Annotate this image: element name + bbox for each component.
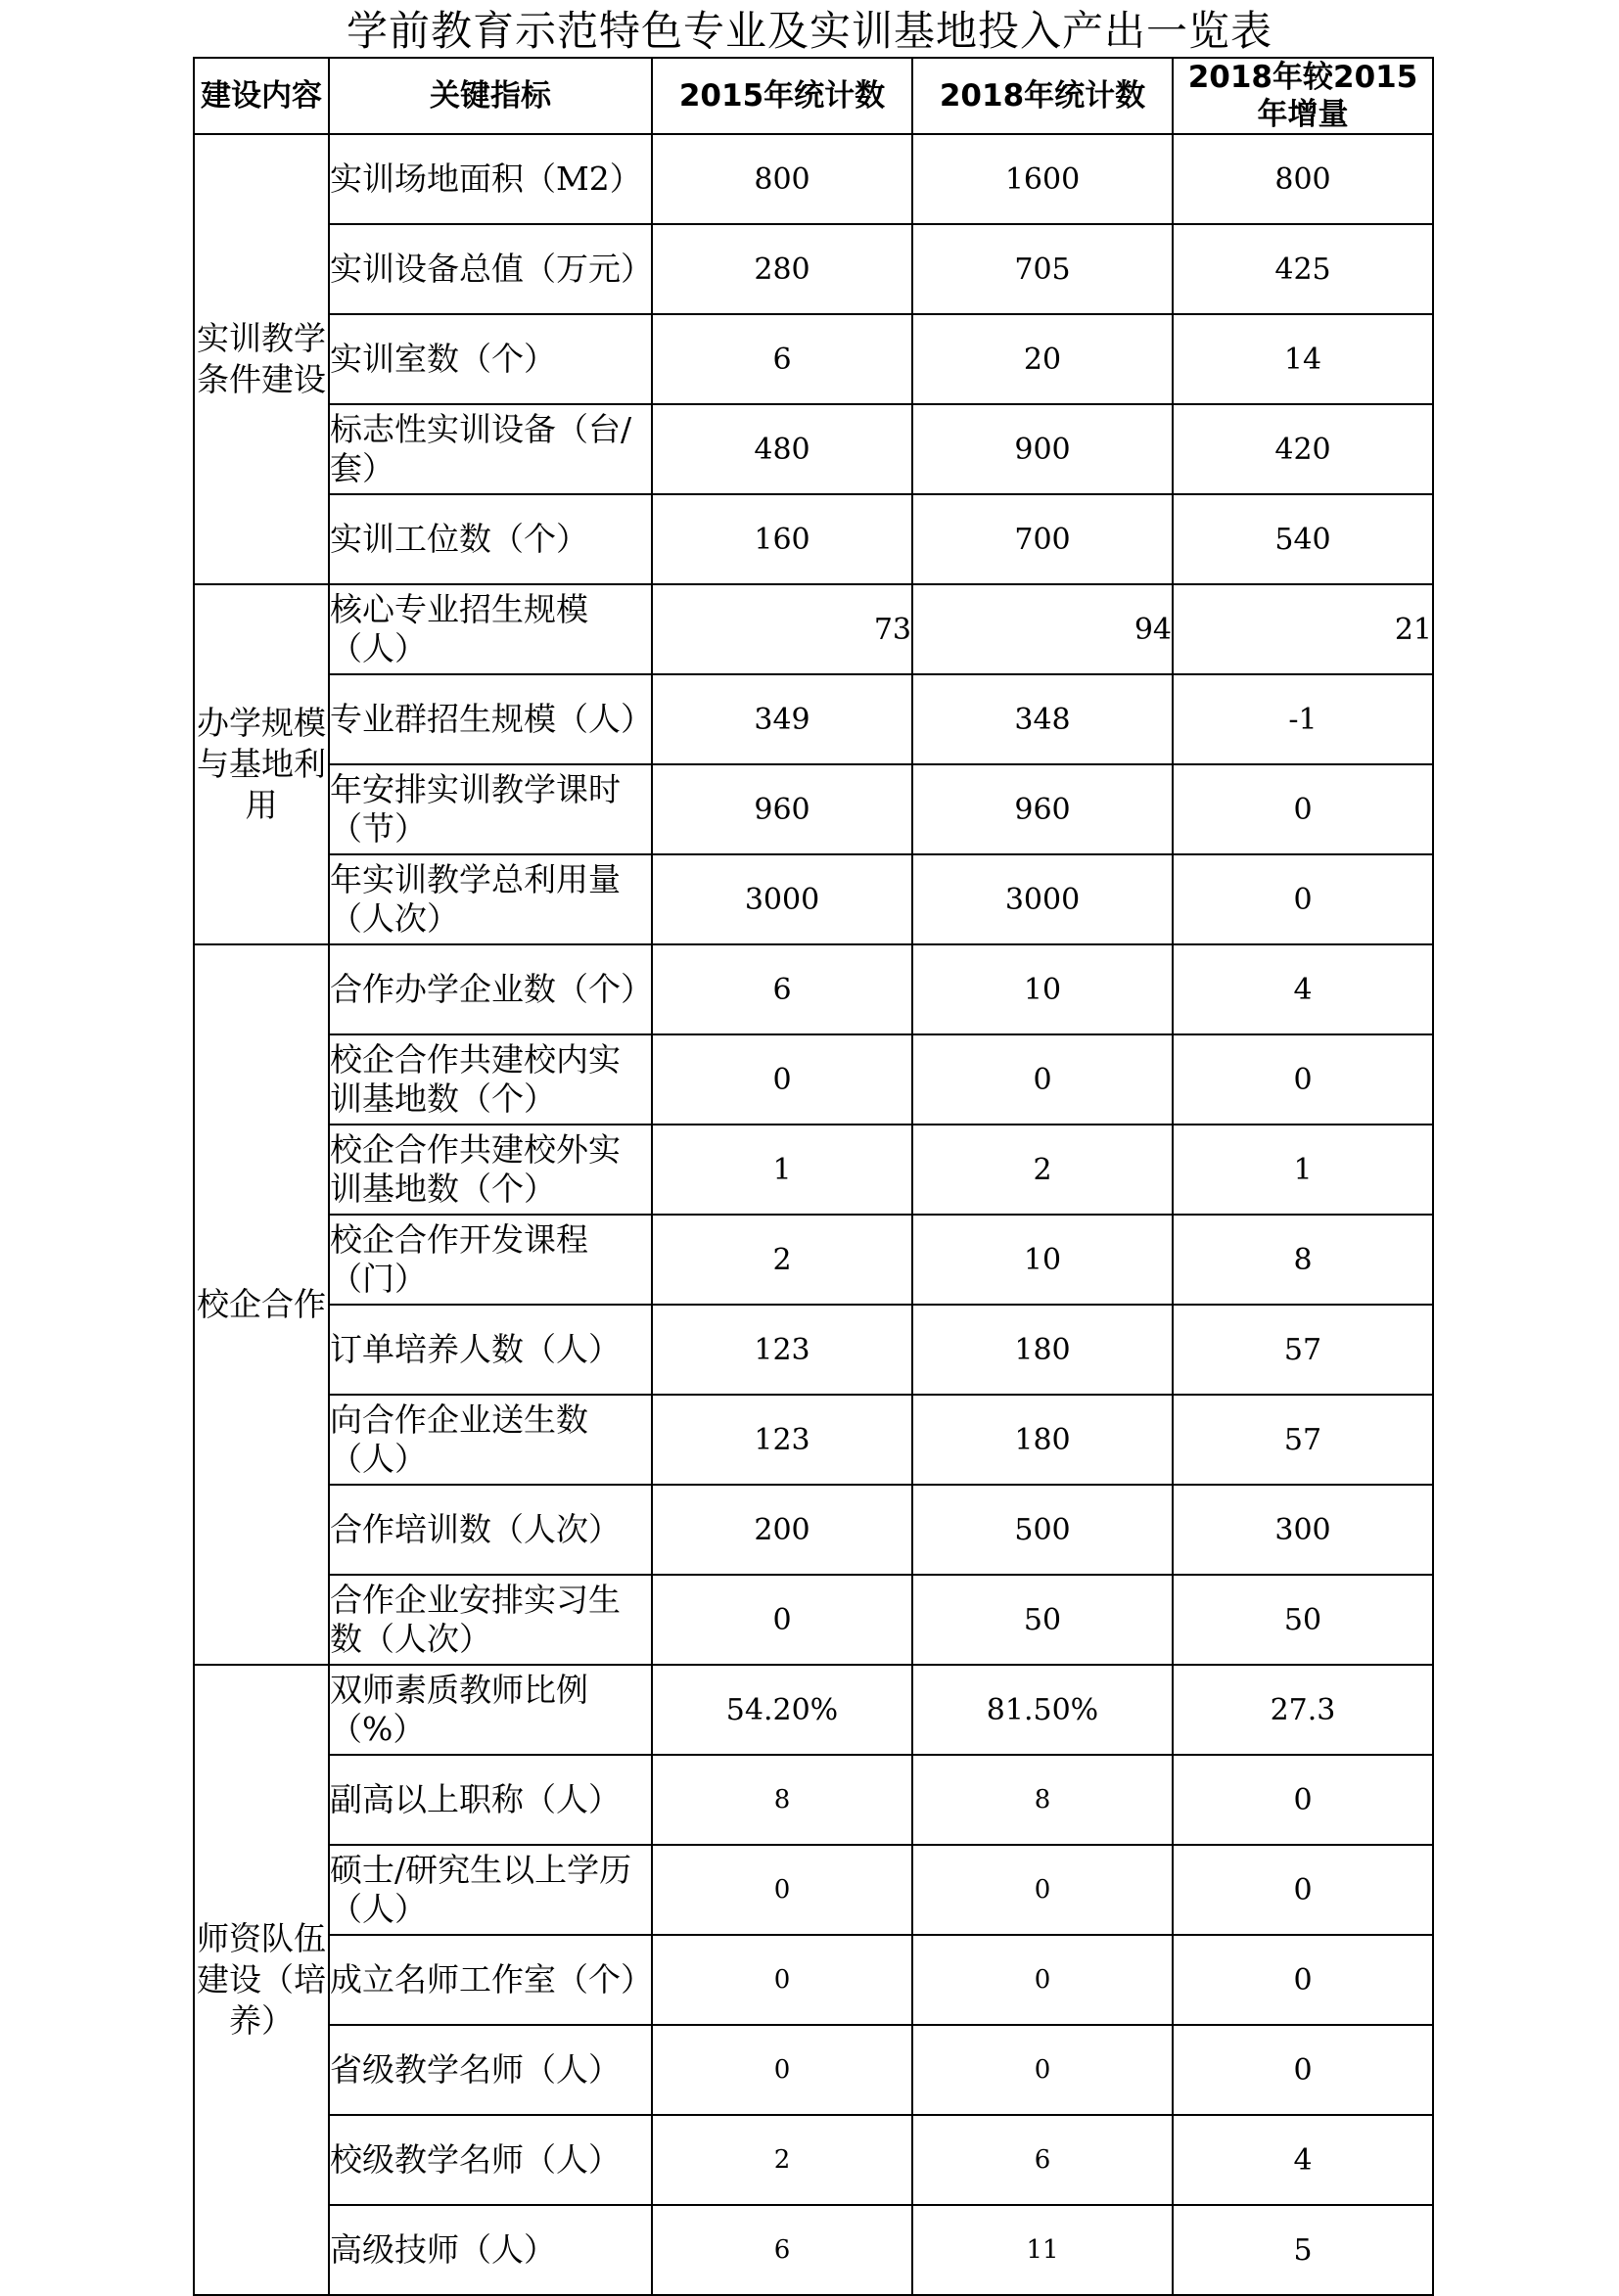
indicator-cell: 订单培养人数（人）: [329, 1305, 652, 1395]
increase-cell: 1: [1173, 1125, 1433, 1215]
increase-cell: 14: [1173, 314, 1433, 404]
value-2015-cell: 960: [652, 764, 912, 854]
table-row: [194, 1125, 1433, 1215]
indicator-cell: 年安排实训教学课时（节）: [329, 764, 652, 854]
value-2018-cell: 180: [912, 1395, 1173, 1485]
table-row: [194, 674, 1433, 764]
value-2018-cell: 0: [912, 1935, 1173, 2025]
value-2015-cell: 0: [652, 1034, 912, 1125]
indicator-cell: 合作企业安排实习生数（人次）: [329, 1575, 652, 1665]
table-row: [194, 1034, 1433, 1125]
increase-cell: 425: [1173, 224, 1433, 314]
value-2018-cell: 700: [912, 494, 1173, 584]
table-row: [194, 1485, 1433, 1575]
indicator-cell: 实训场地面积（M2）: [329, 134, 652, 224]
indicator-cell: 年实训教学总利用量（人次）: [329, 854, 652, 944]
value-2015-cell: 6: [652, 314, 912, 404]
value-2015-cell: 3000: [652, 854, 912, 944]
value-2018-cell: 960: [912, 764, 1173, 854]
table-row: [194, 584, 1433, 674]
value-2015-cell: 6: [652, 2205, 912, 2295]
increase-cell: 0: [1173, 1935, 1433, 2025]
header-indicator: 关键指标: [329, 58, 652, 134]
increase-cell: 8: [1173, 1215, 1433, 1305]
value-2015-cell: 200: [652, 1485, 912, 1575]
indicator-cell: 核心专业招生规模（人）: [329, 584, 652, 674]
increase-cell: 0: [1173, 1034, 1433, 1125]
indicator-cell: 省级教学名师（人）: [329, 2025, 652, 2115]
increase-cell: 420: [1173, 404, 1433, 494]
indicator-cell: 校级教学名师（人）: [329, 2115, 652, 2205]
category-cell: 师资队伍建设（培养）: [194, 1665, 329, 2295]
value-2018-cell: 0: [912, 1845, 1173, 1935]
increase-cell: 57: [1173, 1395, 1433, 1485]
value-2018-cell: 2: [912, 1125, 1173, 1215]
table-row: [194, 404, 1433, 494]
indicator-cell: 合作培训数（人次）: [329, 1485, 652, 1575]
table-row: [194, 764, 1433, 854]
indicator-cell: 向合作企业送生数（人）: [329, 1395, 652, 1485]
increase-cell: 0: [1173, 764, 1433, 854]
value-2015-cell: 0: [652, 1845, 912, 1935]
value-2015-cell: 73: [652, 584, 912, 674]
indicator-cell: 实训室数（个）: [329, 314, 652, 404]
value-2018-cell: 10: [912, 1215, 1173, 1305]
table-row: [194, 1755, 1433, 1845]
indicator-cell: 副高以上职称（人）: [329, 1755, 652, 1845]
value-2015-cell: 800: [652, 134, 912, 224]
category-cell: 校企合作: [194, 944, 329, 1665]
increase-cell: 4: [1173, 944, 1433, 1034]
increase-cell: 0: [1173, 1755, 1433, 1845]
indicator-cell: 实训设备总值（万元）: [329, 224, 652, 314]
table-row: [194, 1575, 1433, 1665]
indicator-cell: 实训工位数（个）: [329, 494, 652, 584]
value-2015-cell: 6: [652, 944, 912, 1034]
value-2015-cell: 1: [652, 1125, 912, 1215]
header-2015: 2015年统计数: [652, 58, 912, 134]
value-2018-cell: 8: [912, 1755, 1173, 1845]
increase-cell: 50: [1173, 1575, 1433, 1665]
value-2015-cell: 160: [652, 494, 912, 584]
increase-cell: -1: [1173, 674, 1433, 764]
indicator-cell: 专业群招生规模（人）: [329, 674, 652, 764]
category-cell: 办学规模与基地利用: [194, 584, 329, 944]
value-2018-cell: 0: [912, 2025, 1173, 2115]
value-2018-cell: 3000: [912, 854, 1173, 944]
header-increase: 2018年较2015年增量: [1173, 58, 1433, 134]
value-2018-cell: 500: [912, 1485, 1173, 1575]
value-2015-cell: 0: [652, 1935, 912, 2025]
value-2018-cell: 1600: [912, 134, 1173, 224]
increase-cell: 300: [1173, 1485, 1433, 1575]
value-2015-cell: 8: [652, 1755, 912, 1845]
table-row: [194, 1665, 1433, 1755]
increase-cell: 800: [1173, 134, 1433, 224]
value-2015-cell: 54.20%: [652, 1665, 912, 1755]
indicator-cell: 标志性实训设备（台/套）: [329, 404, 652, 494]
table-row: [194, 1935, 1433, 2025]
indicator-cell: 硕士/研究生以上学历（人）: [329, 1845, 652, 1935]
indicator-cell: 成立名师工作室（个）: [329, 1935, 652, 2025]
table-row: [194, 2115, 1433, 2205]
table-row: [194, 2205, 1433, 2295]
value-2015-cell: 2: [652, 1215, 912, 1305]
increase-cell: 0: [1173, 854, 1433, 944]
value-2018-cell: 0: [912, 1034, 1173, 1125]
value-2018-cell: 20: [912, 314, 1173, 404]
table-row: [194, 314, 1433, 404]
table-row: [194, 2025, 1433, 2115]
value-2015-cell: 0: [652, 1575, 912, 1665]
header-row: [194, 58, 1433, 134]
value-2018-cell: 6: [912, 2115, 1173, 2205]
value-2015-cell: 480: [652, 404, 912, 494]
table-row: [194, 1305, 1433, 1395]
table-row: [194, 1215, 1433, 1305]
indicator-cell: 高级技师（人）: [329, 2205, 652, 2295]
increase-cell: 21: [1173, 584, 1433, 674]
value-2018-cell: 705: [912, 224, 1173, 314]
value-2015-cell: 123: [652, 1305, 912, 1395]
value-2018-cell: 180: [912, 1305, 1173, 1395]
table-row: [194, 854, 1433, 944]
value-2018-cell: 348: [912, 674, 1173, 764]
indicator-cell: 合作办学企业数（个）: [329, 944, 652, 1034]
value-2015-cell: 349: [652, 674, 912, 764]
increase-cell: 0: [1173, 2025, 1433, 2115]
value-2015-cell: 0: [652, 2025, 912, 2115]
table-row: [194, 1845, 1433, 1935]
table-row: [194, 134, 1433, 224]
table-row: [194, 494, 1433, 584]
increase-cell: 27.3: [1173, 1665, 1433, 1755]
category-cell: 实训教学条件建设: [194, 134, 329, 584]
indicator-cell: 校企合作共建校外实训基地数（个）: [329, 1125, 652, 1215]
page-title: 学前教育示范特色专业及实训基地投入产出一览表: [346, 7, 1272, 55]
value-2015-cell: 123: [652, 1395, 912, 1485]
value-2018-cell: 11: [912, 2205, 1173, 2295]
value-2018-cell: 10: [912, 944, 1173, 1034]
increase-cell: 4: [1173, 2115, 1433, 2205]
indicator-cell: 双师素质教师比例（%）: [329, 1665, 652, 1755]
increase-cell: 5: [1173, 2205, 1433, 2295]
value-2018-cell: 94: [912, 584, 1173, 674]
input-output-table: [193, 57, 1434, 2296]
value-2015-cell: 2: [652, 2115, 912, 2205]
indicator-cell: 校企合作开发课程（门）: [329, 1215, 652, 1305]
value-2018-cell: 81.50%: [912, 1665, 1173, 1755]
value-2015-cell: 280: [652, 224, 912, 314]
value-2018-cell: 900: [912, 404, 1173, 494]
increase-cell: 540: [1173, 494, 1433, 584]
increase-cell: 0: [1173, 1845, 1433, 1935]
table-row: [194, 944, 1433, 1034]
table-row: [194, 1395, 1433, 1485]
increase-cell: 57: [1173, 1305, 1433, 1395]
value-2018-cell: 50: [912, 1575, 1173, 1665]
header-2018: 2018年统计数: [912, 58, 1173, 134]
header-category: 建设内容: [194, 58, 329, 134]
table-row: [194, 224, 1433, 314]
indicator-cell: 校企合作共建校内实训基地数（个）: [329, 1034, 652, 1125]
